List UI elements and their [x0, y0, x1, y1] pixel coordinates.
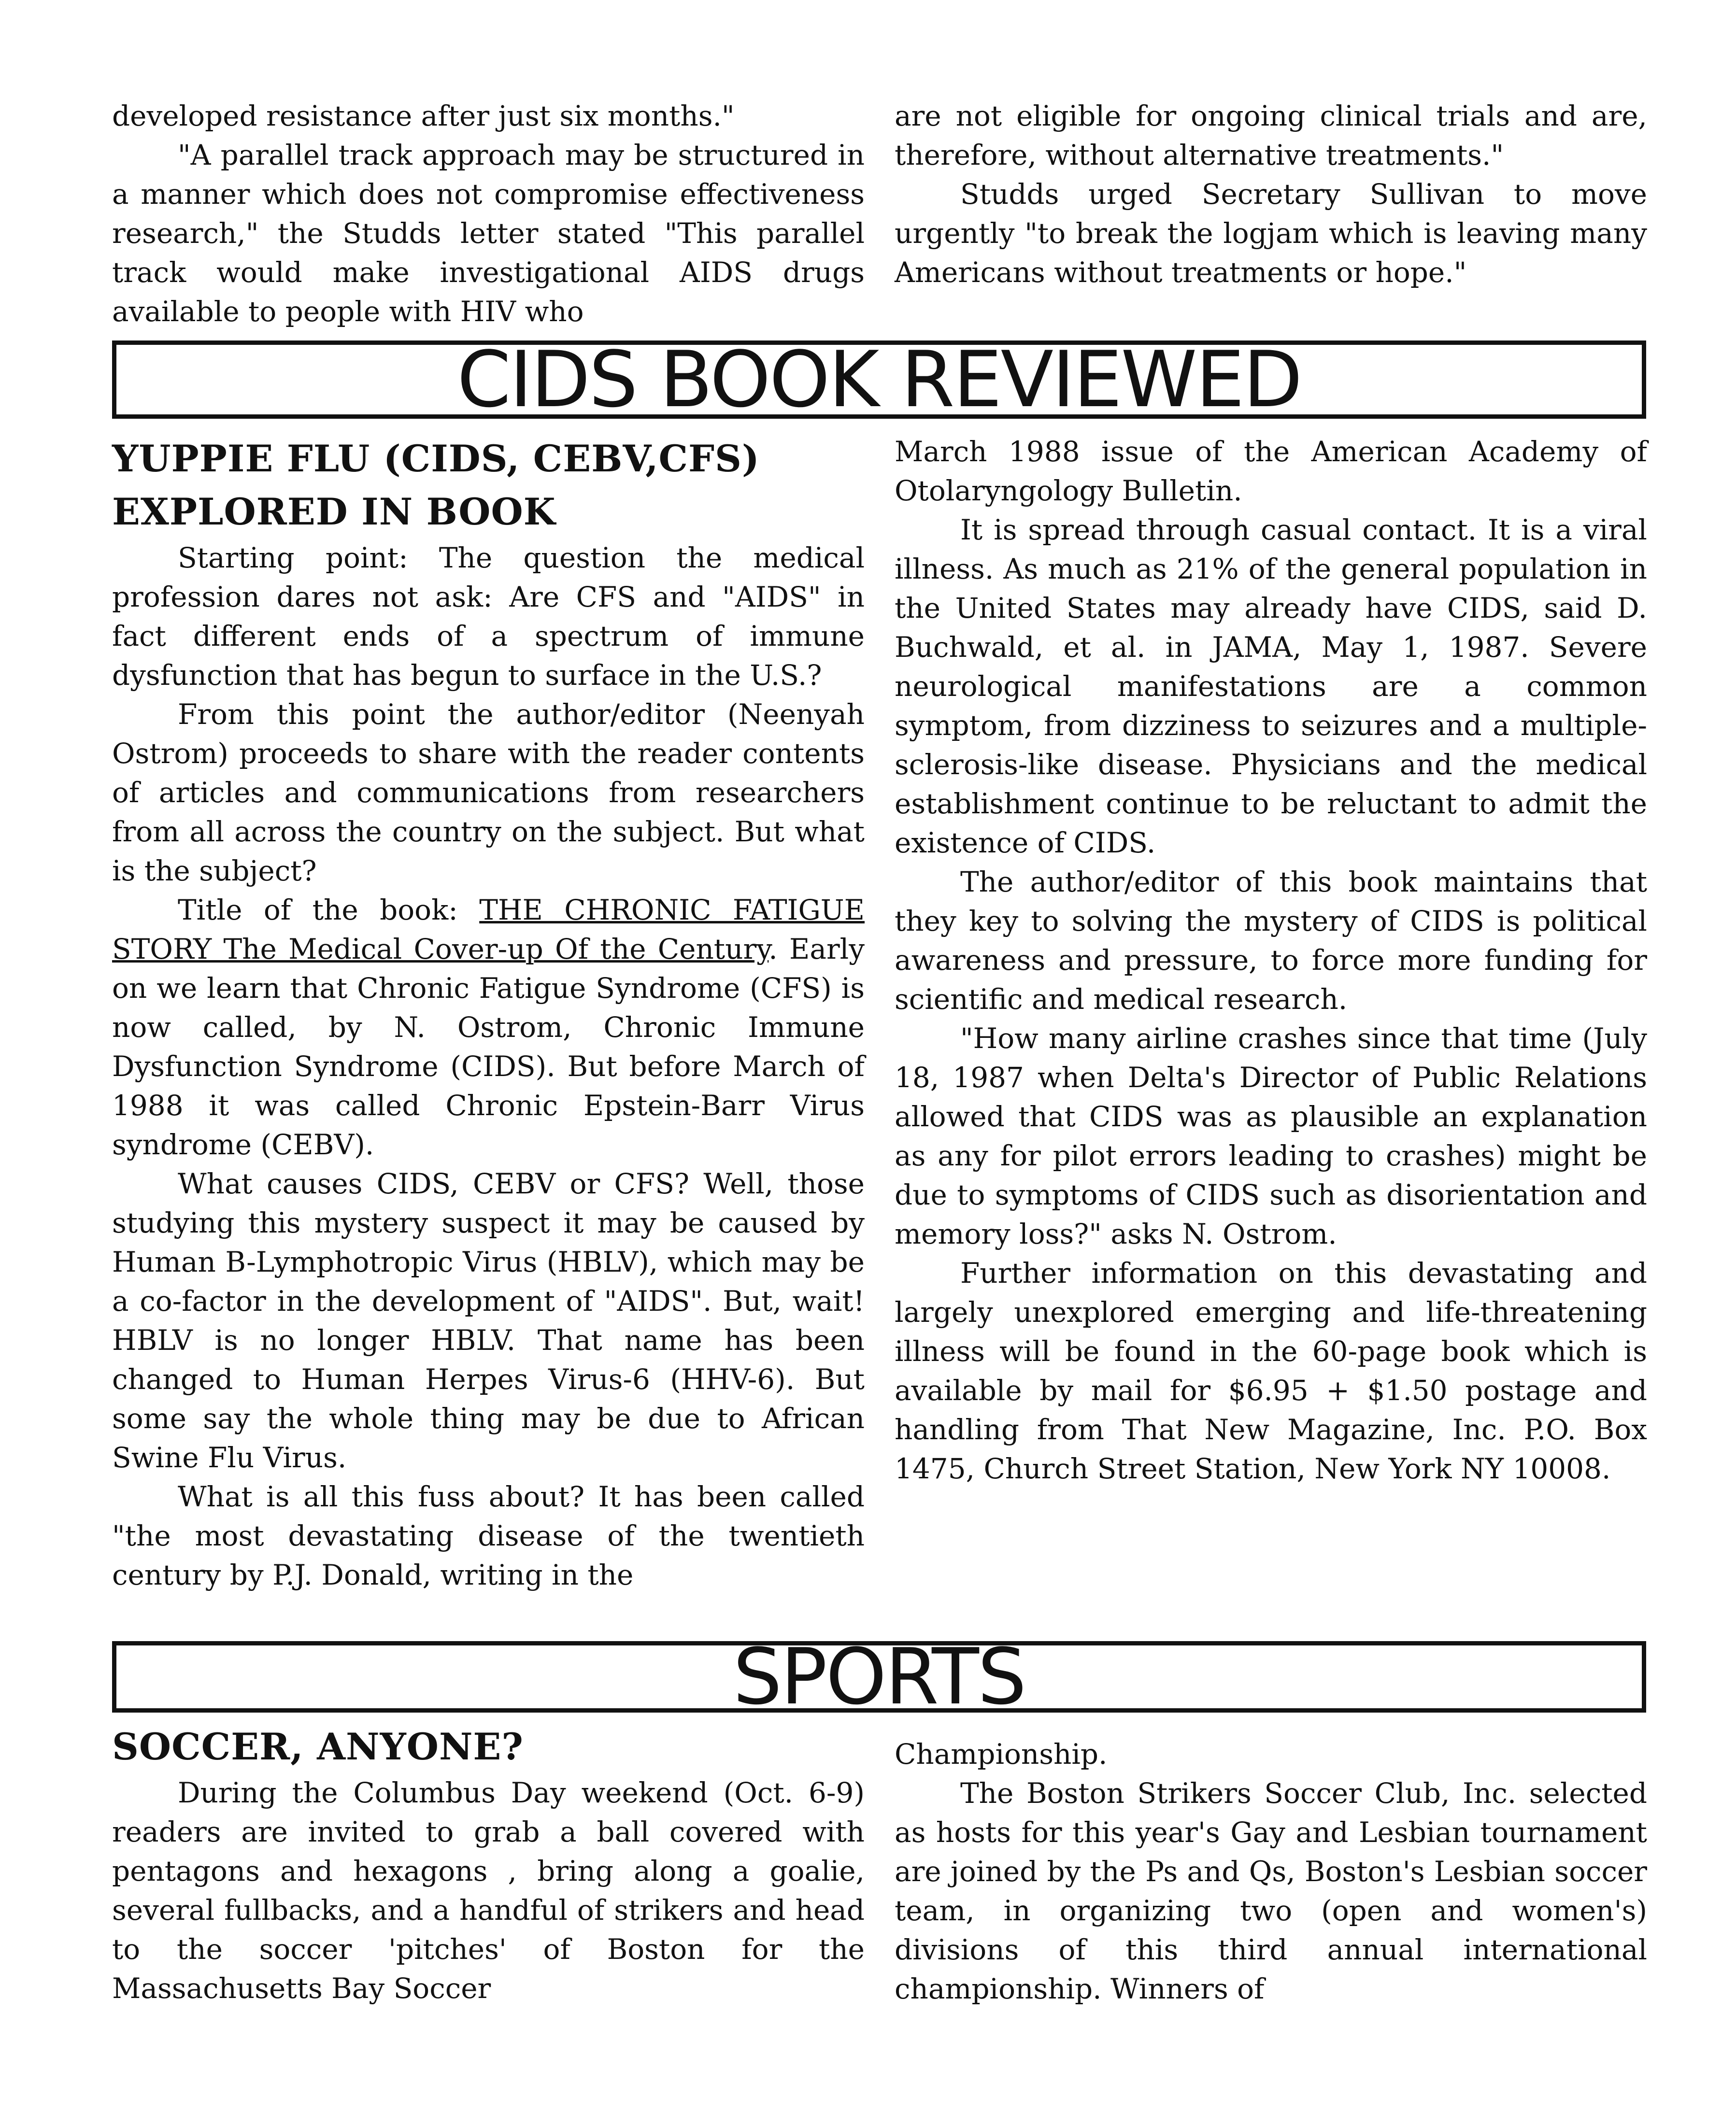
sports-right-column [895, 1720, 1647, 2009]
paragraph: The author/editor of this book maintains that they key to solving the mystery of CIDS is political awareness and pressure, to force more funding for scientific and medical research. [895, 865, 1647, 1016]
book-title: THE CHRONIC FATIGUE STORY The Medical Cover-up Of the Century [112, 893, 865, 965]
paragraph: "A parallel track approach may be structured in a manner which does not compromise effectiveness research," the Studds letter stated "This parallel track would make investigational AIDS drugs available to people with HIV who [112, 139, 865, 328]
paragraph: During the Columbus Day weekend (Oct. 6-9) readers are invited to grab a ball covered with pentagons and hexagons , bring along a goalie, several fullbacks, and a handful of strikers and head to the soccer 'pitches' of Boston for the Massachusetts Bay Soccer [112, 1776, 865, 2005]
paragraph: It is spread through casual contact. It is a viral illness. As much as 21% of the general population in the United States may already have CIDS, said D. Buchwald, et al. in JAMA, May 1, 1987. Severe neurological manifestations are a common symptom, from dizziness to seizures and a multiple-sclerosis-like disease. Physicians and the medical establishment continue to be reluctant to admit the existence of CIDS. [895, 513, 1647, 859]
headline-line: YUPPIE FLU (CIDS, CEBV,CFS) [112, 437, 760, 480]
paragraph: Championship. [895, 1738, 1108, 1771]
banner-title: CIDS BOOK REVIEWED [457, 334, 1301, 425]
paragraph: What causes CIDS, CEBV or CFS? Well, those studying this mystery suspect it may be caused by Human B-Lymphotropic Virus (HBLV), which may be a co-factor in the development of "AIDS". But, wait! HBLV is no longer HBLV. That name has been changed to Human Herpes Virus-6 (HHV-6). But some say the whole thing may be due to African Swine Flu Virus. [112, 1167, 865, 1474]
article-headline [112, 432, 865, 539]
paragraph: Further information on this devastating and largely unexplored emerging and life-threatening illness will be found in the 60-page book which is available by mail for $6.95 + $1.50 postage and handling from That New Magazine, Inc. P.O. Box 1475, Church Street Station, New York NY 10008. [895, 1257, 1647, 1485]
article-headline: SOCCER, ANYONE? [112, 1725, 524, 1768]
banner-title: SPORTS [733, 1631, 1025, 1722]
paragraph: Studds urged Secretary Sullivan to move urgently "to break the logjam which is leaving many Americans without treatments or hope." [895, 178, 1647, 289]
top-columns [112, 97, 1647, 331]
paragraph: March 1988 issue of the American Academy of Otolaryngology Bulletin. [895, 435, 1647, 507]
paragraph: The Boston Strikers Soccer Club, Inc. selected as hosts for this year's Gay and Lesbian tournament are joined by the Ps and Qs, Boston's Lesbian soccer team, in organizing two (open and women's) divisions of this third annual international championship. Winners of [895, 1777, 1647, 2005]
paragraph: are not eligible for ongoing clinical trials and are, therefore, without alternative treatments." [895, 99, 1647, 171]
paragraph: developed resistance after just six months." [112, 99, 735, 132]
title-suffix: . Early on we learn that Chronic Fatigue Syndrome (CFS) is now called, by N. Ostrom, Chronic Immune Dysfunction Syndrome (CIDS). But before March of 1988 it was called Chronic Epstein-Barr Virus syndrome (CEBV). [112, 933, 865, 1161]
paragraph: What is all this fuss about? It has been called "the most devastating disease of the twentieth century by P.J. Donald, writing in the [112, 1480, 865, 1591]
paragraph [112, 891, 865, 1164]
section-banner-sports [112, 1631, 1646, 1722]
paragraph: From this point the author/editor (Neenyah Ostrom) proceeds to share with the reader contents of articles and communications from researchers from all across the country on the subject. But what is the subject? [112, 698, 865, 887]
cids-article [112, 432, 1647, 1595]
title-prefix: Title of the book: [178, 893, 480, 926]
cids-left-column [112, 432, 865, 1595]
paragraph: "How many airline crashes since that time (July 18, 1987 when Delta's Director of Public Relations allowed that CIDS was as plausible an explanation as any for pilot errors leading to crashes) might be due to symptoms of CIDS such as disorientation and memory loss?" asks N. Ostrom. [895, 1022, 1647, 1250]
sports-article [112, 1720, 1647, 2009]
headline-line: EXPLORED IN BOOK [112, 490, 556, 533]
cids-right-column [895, 432, 1647, 1595]
sports-left-column [112, 1720, 865, 2009]
top-right-column [895, 97, 1647, 331]
section-banner-cids [112, 334, 1646, 425]
top-left-column [112, 97, 865, 331]
paragraph: Starting point: The question the medical profession dares not ask: Are CFS and "AIDS" in fact different ends of a spectrum of immune dysfunction that has begun to surface in the U.S.? [112, 541, 865, 692]
